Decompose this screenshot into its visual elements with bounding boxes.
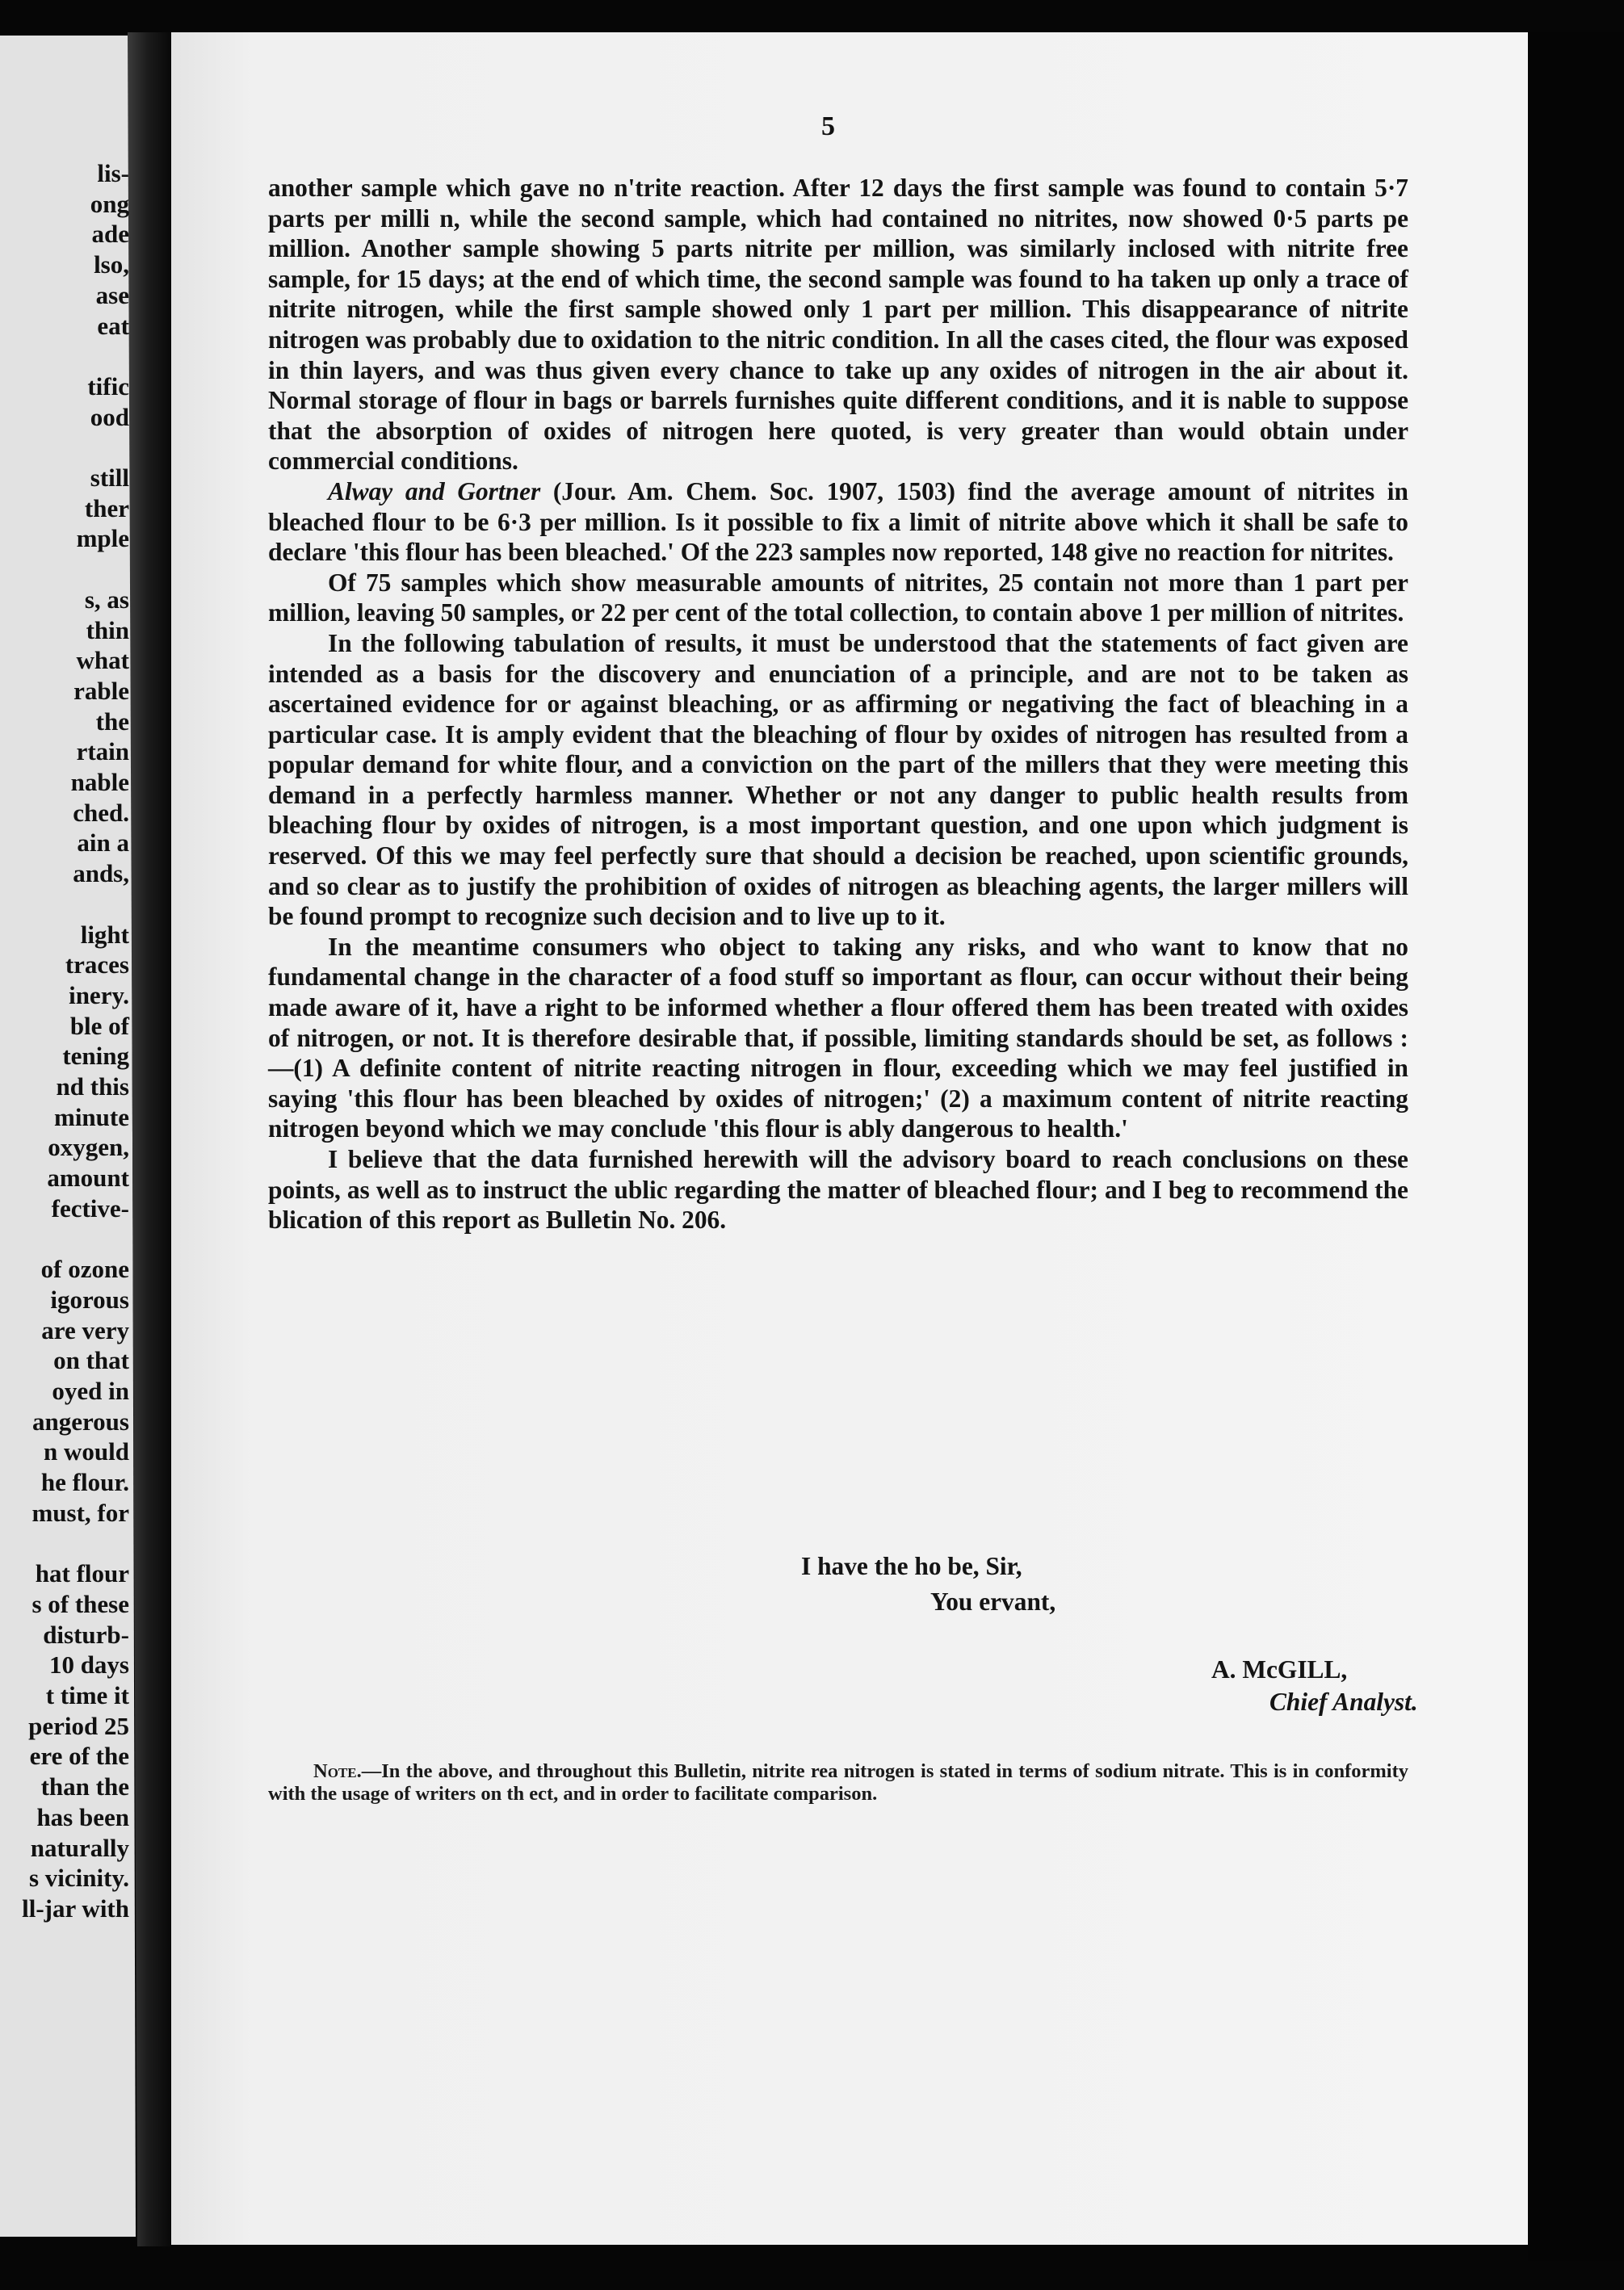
closing-line-1: I have the ho be, Sir, (801, 1552, 1022, 1580)
paragraph-4-text: In the following tabulation of results, it must be understood that the statements of fact given are intended as a basis for the discovery and enunciation of a principle, and are not to be taken as ascertained evidence for or against bleaching, or as affirming or negativing the fact of bleaching in a particular case. It is amply evident that the bleaching of flour by oxides of nitrogen has resulted from a popular demand for white flour, and a conviction on the part of the millers that they were meeting this demand in a perfectly harmless manner. Whether or not any danger to public health results from bleaching flour by oxides of nitrogen, is a most important question, and one upon which judgment is reserved. Of this we may feel perfectly sure that should a decision be reached, upon scientific grounds, and so clear as to justify the prohibition of oxides of nitrogen as bleaching agents, the larger millers will be found prompt to recognize such decision and to live up to it. (268, 628, 1408, 931)
left-fragment: the (95, 707, 129, 736)
left-fragment: must, for (31, 1498, 129, 1527)
left-fragment: has been (36, 1802, 129, 1831)
left-fragment: oxygen, (48, 1133, 129, 1162)
left-fragment: ase (95, 280, 129, 309)
footnote-text: —In the above, and throughout this Bulletin, nitrite rea nitrogen is stated in terms of sodium nitrate. This is in conformity with the usage of writers on th ect, and in order to facilitate comparison. (268, 1760, 1408, 1805)
left-fragment: nd this (56, 1072, 129, 1101)
left-fragment: period 25 (28, 1711, 129, 1740)
left-fragment: ade (91, 220, 129, 249)
left-fragment: hat flour (35, 1559, 129, 1588)
left-fragment: tific (87, 371, 129, 401)
left-fragment: ched. (73, 798, 129, 827)
left-fragment: fective- (51, 1193, 129, 1223)
left-fragment: eat (97, 311, 129, 340)
signature-title: Chief Analyst. (1269, 1688, 1418, 1716)
paragraph-5-text: In the meantime consumers who object to taking any risks, and who want to know that no fundamental change in the character of a food stuff so important as flour, can occur without their being made aware of it, have a right to be informed whether a flour offered them has been treated with oxides of nitrogen, or not. It is therefore desirable that, if possible, limiting standards should be set, as follows :—(1) A definite content of nitrite reacting nitrogen in flour, exceeding which we may feel justified in saying 'this flour has been bleached by oxides of nitrogen;' (2) a maximum content of nitrite reacting nitrogen beyond which we may conclude 'this flour is ably dangerous to health.' (268, 932, 1408, 1143)
left-fragment: ll-jar with (22, 1894, 129, 1923)
left-fragment-gap (0, 341, 129, 371)
left-fragment: he flour. (40, 1468, 129, 1497)
left-fragment: amount (47, 1164, 129, 1193)
left-fragment-gap (0, 1529, 129, 1559)
left-fragment-gap (0, 889, 129, 920)
paragraph-4 (268, 628, 1408, 932)
right-margin-shadow (1528, 32, 1624, 2261)
left-fragment-gap (0, 554, 129, 585)
left-fragment: rable (73, 676, 129, 705)
left-fragment: thin (86, 615, 129, 644)
left-fragment: light (80, 920, 129, 949)
left-fragment: igorous (50, 1285, 129, 1314)
left-fragment: ain a (77, 828, 129, 858)
left-fragment: on that (53, 1346, 129, 1375)
page (171, 32, 1528, 2245)
left-fragment: ere of the (29, 1742, 129, 1771)
left-fragment: what (76, 646, 129, 675)
left-fragment: ood (90, 402, 129, 431)
left-fragment: s of these (31, 1589, 129, 1618)
left-fragment: ands, (73, 859, 129, 888)
paragraph-2 (268, 476, 1408, 568)
left-fragment: t time it (45, 1681, 129, 1710)
left-fragment-gap (0, 1224, 129, 1255)
left-fragment: s, as (84, 585, 129, 614)
paragraph-6-text: I believe that the data furnished herewith will the advisory board to reach conclusions on these points, as well as to instruct the ublic regarding the matter of bleached flour; and I beg to recommend the blication of this report as Bulletin No. 206. (268, 1145, 1408, 1235)
left-fragment: are very (41, 1315, 129, 1344)
left-fragment: of ozone (40, 1255, 129, 1284)
left-fragment: lis- (97, 159, 129, 187)
left-fragment: s vicinity. (28, 1864, 129, 1893)
left-fragment: traces (65, 950, 129, 979)
left-page-text-fragments (0, 158, 129, 1924)
paragraph-2-text: (Jour. Am. Chem. Soc. 1907, 1503) find the average amount of nitrites in bleached flour to be 6·3 per million. Is it possible to fix a limit of nitrite above which it shall be safe to declare 'this flour has been bleached.' Of the 223 samples now reported, 148 give no reaction for nitrites. (268, 476, 1408, 567)
page-number: 5 (821, 111, 835, 141)
left-fragment: angerous (31, 1407, 129, 1436)
left-fragment: nable (70, 768, 129, 797)
signature-name: A. McGILL, (1211, 1655, 1348, 1684)
left-fragment: mple (76, 524, 129, 553)
left-fragment: disturb- (43, 1620, 129, 1649)
left-fragment: n would (44, 1437, 129, 1466)
left-fragment: lso, (94, 250, 129, 279)
left-fragment: inery. (69, 980, 129, 1009)
left-fragment: minute (54, 1102, 129, 1131)
left-fragment: 10 days (48, 1650, 129, 1680)
paragraph-6 (268, 1144, 1408, 1235)
left-fragment: ble of (69, 1011, 129, 1040)
left-fragment: ong (90, 189, 129, 218)
paragraph-3-text: Of 75 samples which show measurable amounts of nitrites, 25 contain not more than 1 part per million, leaving 50 samples, or 22 per cent of the total collection, to contain above 1 per million of nitrites. (268, 568, 1408, 627)
paragraph-1 (268, 173, 1408, 476)
closing-line-2: You ervant, (930, 1587, 1056, 1616)
body-text (268, 173, 1408, 1235)
left-fragment: oyed in (52, 1377, 129, 1406)
footnote-label: Note. (313, 1760, 362, 1782)
left-fragment: naturally (30, 1833, 129, 1862)
left-fragment: tening (62, 1042, 129, 1071)
footnote (268, 1760, 1408, 1806)
left-fragment: rtain (76, 737, 129, 766)
left-fragment: than the (40, 1772, 129, 1801)
paragraph-5 (268, 932, 1408, 1144)
paragraph-2-authors: Alway and Gortner (328, 476, 541, 505)
paragraph-1-text: another sample which gave no n'trite reaction. After 12 days the first sample was found to contain 5·7 parts per milli n, while the second sample, which had contained no nitrites, now showed 0·5 parts pe million. Another sample showing 5 parts nitrite per million, was similarly inclosed with nitrite free sample, for 15 days; at the end of which time, the second sample was found to ha taken up only a trace of nitrite nitrogen, while the first sample showed only 1 part per million. This disappearance of nitrite nitrogen was probably due to oxidation to the nitric condition. In all the cases cited, the flour was exposed in thin layers, and was thus given every chance to take up any oxides of nitrogen in the air about it. Normal storage of flour in bags or barrels furnishes quite different conditions, and it is nable to suppose that the absorption of oxides of nitrogen here quoted, is very greater than would obtain under commercial conditions. (268, 174, 1408, 476)
left-fragment: ther (84, 493, 129, 522)
left-fragment: still (90, 463, 129, 492)
paragraph-3 (268, 568, 1408, 628)
left-fragment-gap (0, 432, 129, 463)
